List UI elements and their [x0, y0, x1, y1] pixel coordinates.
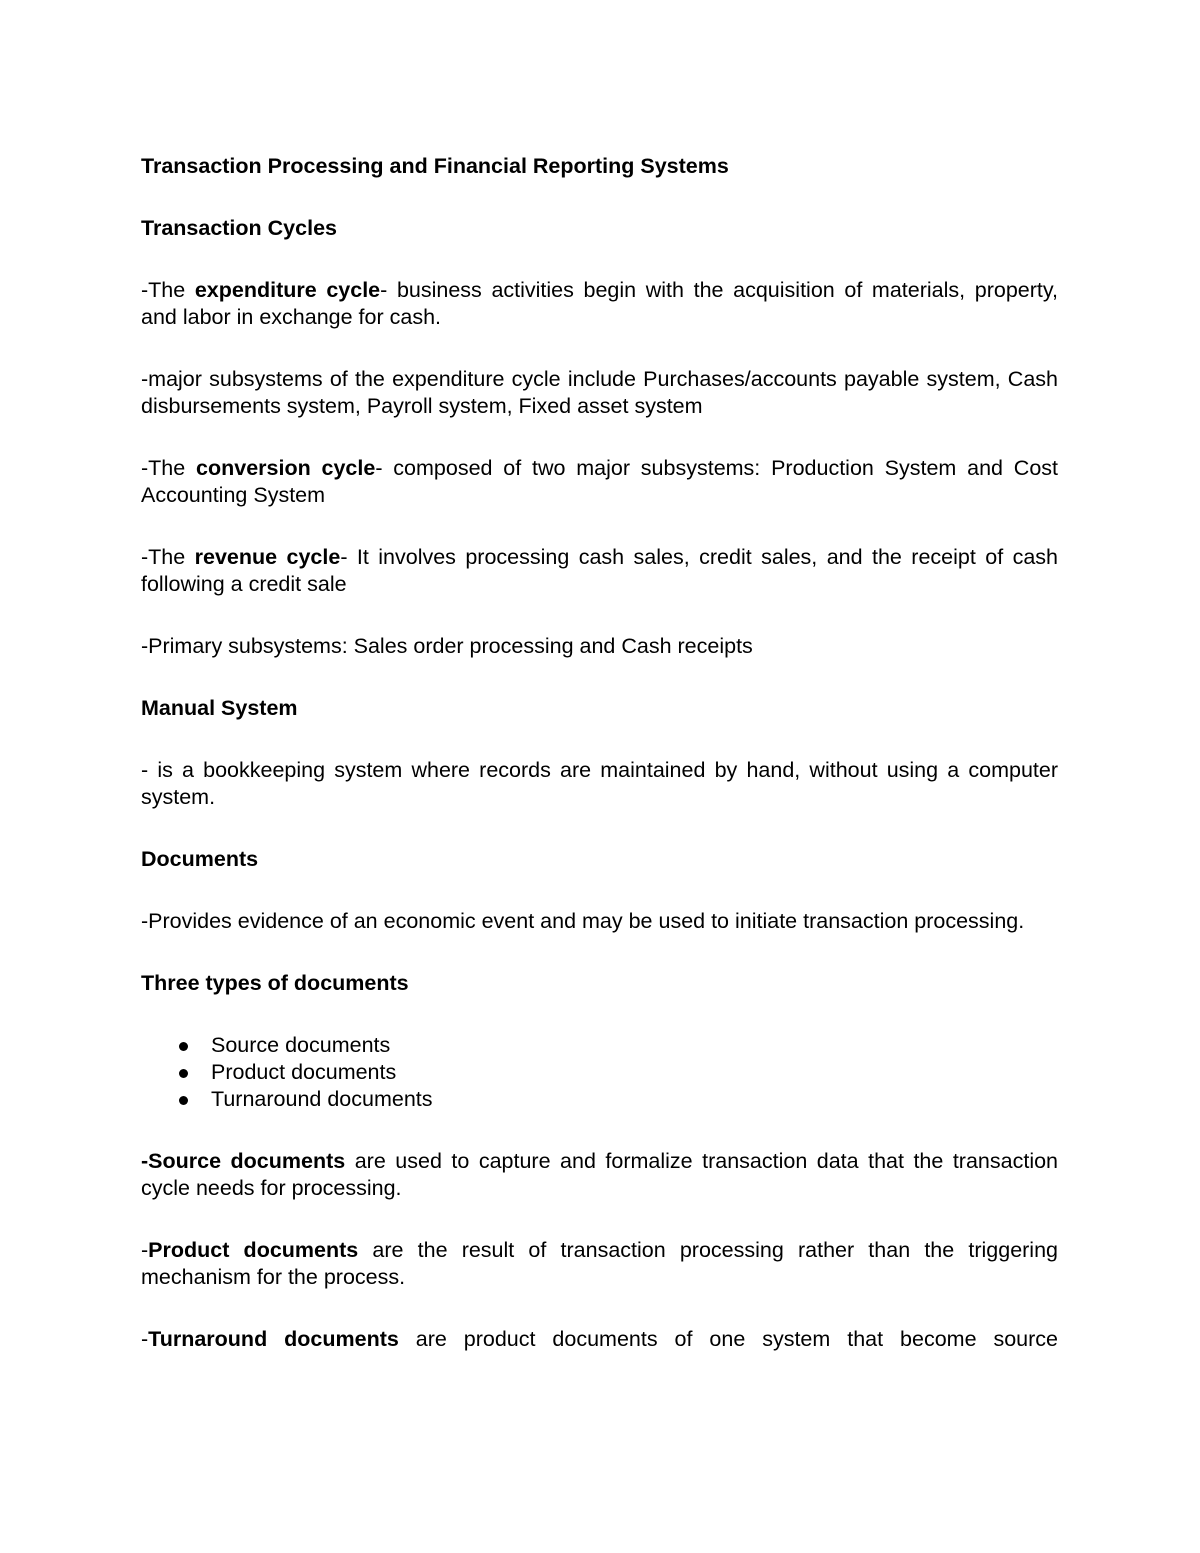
conversion-prefix: -The	[141, 456, 197, 480]
document-body	[141, 153, 1058, 1353]
heading-manual-system: Manual System	[141, 696, 298, 720]
paragraph-revenue-cycle	[141, 544, 1058, 598]
document-title: Transaction Processing and Financial Reporting Systems	[141, 154, 729, 178]
paragraph-primary-subsystems: -Primary subsystems: Sales order processing and Cash receipts	[141, 634, 753, 658]
list-item	[141, 1059, 1058, 1086]
expenditure-cycle-text: - business activities begin with the acquisition of materials, property, and labor in exchange for cash.	[141, 278, 1059, 329]
list-item	[141, 1032, 1058, 1059]
paragraph-source-documents	[141, 1148, 1058, 1202]
paragraph-expenditure-cycle	[141, 277, 1058, 331]
heading-documents: Documents	[141, 847, 259, 871]
expenditure-cycle-term: expenditure cycle	[194, 278, 381, 302]
list-item-label: Turnaround documents	[211, 1087, 433, 1111]
document-types-list	[141, 1032, 1058, 1113]
conversion-cycle-text: - composed of two major subsystems: Production System and Cost Accounting System	[141, 456, 1059, 507]
expenditure-prefix: -The	[141, 278, 195, 302]
list-item	[141, 1086, 1058, 1113]
turnaround-documents-term: Turnaround documents	[148, 1327, 399, 1351]
revenue-prefix: -The	[141, 545, 195, 569]
paragraph-conversion-cycle	[141, 455, 1058, 509]
paragraph-manual-system: - is a bookkeeping system where records are maintained by hand, without using a computer system.	[141, 758, 1058, 809]
paragraph-product-documents	[141, 1237, 1058, 1291]
product-prefix: -	[141, 1238, 149, 1262]
heading-transaction-cycles: Transaction Cycles	[141, 216, 337, 240]
product-documents-text: are the result of transaction processing rather than the triggering mechanism for the process.	[141, 1238, 1058, 1289]
paragraph-documents: -Provides evidence of an economic event and may be used to initiate transaction processing.	[141, 909, 1025, 933]
product-documents-term: Product documents	[148, 1238, 359, 1262]
paragraph-expenditure-subsystems: -major subsystems of the expenditure cycle include Purchases/accounts payable system, Cash disbursements system, Payroll system, Fixed asset system	[141, 367, 1058, 418]
paragraph-turnaround-documents	[141, 1326, 1058, 1353]
list-item-label: Source documents	[211, 1033, 391, 1057]
turnaround-documents-text: are product documents of one system that become source	[398, 1327, 1058, 1351]
source-documents-term: -Source documents	[141, 1149, 346, 1173]
bullet-icon	[179, 1069, 188, 1078]
revenue-cycle-text: - It involves processing cash sales, credit sales, and the receipt of cash following a credit sale	[141, 545, 1058, 596]
heading-three-types: Three types of documents	[141, 971, 409, 995]
source-documents-text: are used to capture and formalize transaction data that the transaction cycle needs for processing.	[141, 1149, 1059, 1200]
list-item-label: Product documents	[211, 1060, 397, 1084]
bullet-icon	[179, 1042, 188, 1051]
revenue-cycle-term: revenue cycle	[194, 545, 341, 569]
conversion-cycle-term: conversion cycle	[196, 456, 376, 480]
bullet-icon	[179, 1096, 188, 1105]
turnaround-prefix: -	[141, 1327, 149, 1351]
